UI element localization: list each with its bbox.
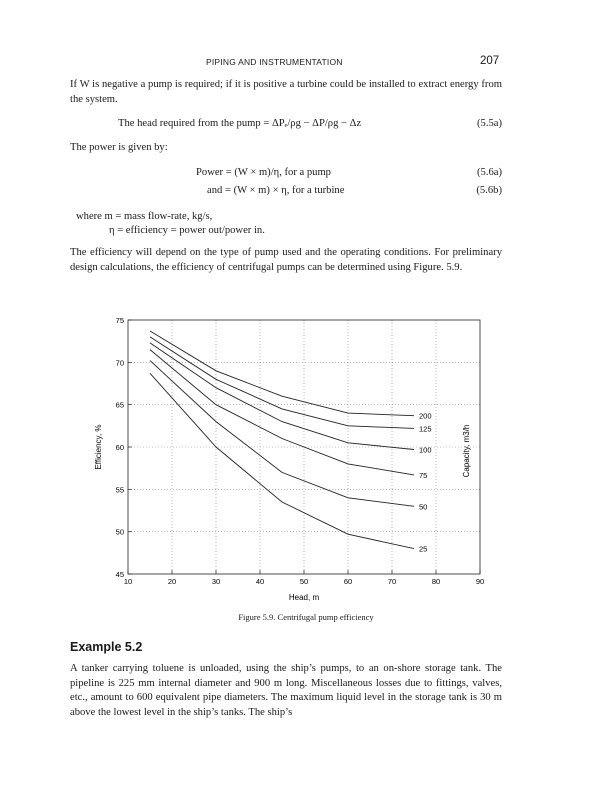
efficiency-chart xyxy=(0,310,612,610)
equation-text: The head required from the pump = ΔPₑ/ρg − ΔP/ρg − Δz xyxy=(118,118,362,129)
series-label-100: 100 xyxy=(419,445,432,455)
series-label-200: 200 xyxy=(419,411,432,421)
x-tick-label: 30 xyxy=(211,577,221,586)
series-line-200 xyxy=(150,331,414,416)
x-tick-label: 60 xyxy=(343,577,353,586)
equation-number: (5.6b) xyxy=(476,185,502,196)
figure-caption: Figure 5.9. Centrifugal pump efficiency xyxy=(238,612,374,622)
x-tick-label: 50 xyxy=(299,577,309,586)
y-tick-label: 70 xyxy=(115,358,124,368)
right-axis-title: Capacity, m3/h xyxy=(462,424,471,478)
equation-text: and = (W × m) × η, for a turbine xyxy=(207,185,345,196)
power-intro: The power is given by: xyxy=(70,142,168,153)
example-paragraph: A tanker carrying toluene is unloaded, using the ship’s pumps, to an on-shore storage tank. The pipeline is 225 mm internal diameter and 900 m long. Miscellaneous losses due to fittings, valves, etc., amount to 600 equivalent pipe diameters. The maximum liquid level in the storage tank is 30 m above the lowest level in the ship’s tanks. The ship’s xyxy=(70,663,502,718)
efficiency-paragraph: The efficiency will depend on the type of pump used and the operating conditions. For preliminary design calculations, the efficiency of centrifugal pumps can be determined using Figure. 5.9. xyxy=(70,247,502,273)
x-tick-label: 10 xyxy=(123,577,133,586)
series-label-125: 125 xyxy=(419,424,432,434)
y-axis-title: Efficiency, % xyxy=(94,424,103,470)
equation-text: Power = (W × m)/η, for a pump xyxy=(196,167,331,178)
equation-5-5a xyxy=(118,117,502,132)
example-heading: Example 5.2 xyxy=(70,640,143,654)
page-header xyxy=(0,57,612,71)
x-axis-title: Head, m xyxy=(288,593,320,602)
where-line-1: where m = mass flow-rate, kg/s, xyxy=(76,211,213,222)
x-tick-label: 80 xyxy=(431,577,441,586)
where-line-2: η = efficiency = power out/power in. xyxy=(109,225,265,236)
intro-paragraph: If W is negative a pump is required; if it is positive a turbine could be installed to extract energy from the system. xyxy=(70,79,502,105)
series-line-25 xyxy=(150,373,414,548)
series-label-25: 25 xyxy=(419,544,428,554)
equation-5-6a xyxy=(196,166,502,181)
y-tick-label: 60 xyxy=(115,443,124,452)
y-tick-label: 75 xyxy=(115,316,124,325)
y-tick-label: 50 xyxy=(115,527,124,537)
equation-5-6b xyxy=(207,184,502,199)
equation-number: (5.6a) xyxy=(477,167,502,178)
running-title: PIPING AND INSTRUMENTATION xyxy=(206,57,343,67)
x-tick-label: 20 xyxy=(167,577,177,586)
y-tick-label: 45 xyxy=(115,570,124,579)
page-number: 207 xyxy=(480,55,500,67)
series-line-75 xyxy=(150,350,414,475)
x-tick-label: 40 xyxy=(255,577,265,586)
x-tick-label: 90 xyxy=(475,577,485,586)
x-tick-label: 70 xyxy=(387,577,397,586)
y-tick-label: 55 xyxy=(115,485,124,495)
y-tick-label: 65 xyxy=(115,400,124,410)
series-label-75: 75 xyxy=(419,470,428,480)
series-label-50: 50 xyxy=(419,502,428,512)
equation-number: (5.5a) xyxy=(477,118,502,129)
